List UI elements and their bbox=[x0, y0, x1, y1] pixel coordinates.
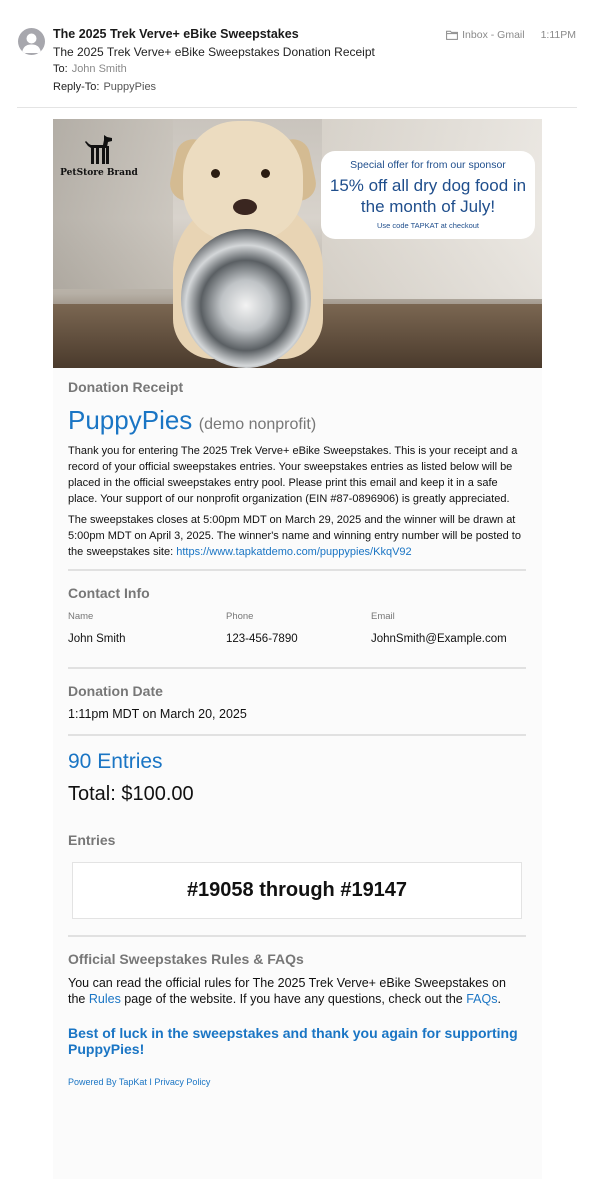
person-icon bbox=[18, 28, 45, 55]
receipt-intro-paragraph: Thank you for entering The 2025 Trek Verve+ eBike Sweepstakes. This is your receipt and a record of your official sweepstakes entries. Your sweepstakes entries as listed below will be placed in the official sweepstakes entry pool. Please print this email and keep it in a safe place. Your support of our nonprofit organization (EIN #87-0896906) is greatly appreciated. bbox=[68, 445, 518, 505]
reply-to-line bbox=[53, 81, 156, 93]
to-line bbox=[53, 63, 127, 75]
email-time: 1:11PM bbox=[540, 29, 576, 41]
receipt-content bbox=[68, 368, 526, 1087]
sweepstakes-site-link[interactable]: https://www.tapkatdemo.com/puppypies/KkqV92 bbox=[176, 546, 412, 558]
closing-text: The sweepstakes closes at 5:00pm MDT on March 29, 2025 and the winner will be drawn at 5:00pm MDT on April 3, 2025. The winner's name and winning entry number will be posted to the sweepstakes site: bbox=[68, 514, 521, 558]
faqs-link[interactable]: FAQs bbox=[466, 992, 498, 1006]
donation-date-value: 1:11pm MDT on March 20, 2025 bbox=[68, 707, 247, 721]
mailbox-label[interactable]: Inbox - Gmail bbox=[462, 29, 525, 41]
dog-eye-right bbox=[261, 169, 270, 178]
dog-bowl bbox=[181, 229, 311, 368]
offer-code: Use code TAPKAT at checkout bbox=[377, 221, 479, 230]
to-label: To: bbox=[53, 63, 68, 75]
powered-by-link[interactable]: Powered By TapKat bbox=[68, 1077, 147, 1087]
dog-silhouette-icon bbox=[79, 133, 119, 167]
email-subject: The 2025 Trek Verve+ eBike Sweepstakes bbox=[53, 27, 299, 41]
footer-separator: I bbox=[146, 1077, 155, 1087]
donation-receipt-label: Donation Receipt bbox=[68, 379, 184, 395]
closing-message: Best of luck in the sweepstakes and thank you again for supporting PuppyPies! bbox=[68, 1025, 518, 1057]
rules-link[interactable]: Rules bbox=[88, 992, 121, 1006]
folder-icon bbox=[446, 30, 458, 40]
rules-heading: Official Sweepstakes Rules & FAQs bbox=[68, 951, 304, 967]
org-name: PuppyPies bbox=[68, 405, 193, 435]
footer-links bbox=[68, 1077, 526, 1087]
reply-to-value[interactable]: PuppyPies bbox=[103, 81, 157, 93]
sponsor-brand-name: PetStore Brand bbox=[60, 168, 138, 178]
name-value: John Smith bbox=[68, 633, 126, 645]
entries-range-box bbox=[72, 862, 522, 919]
to-value[interactable]: John Smith bbox=[71, 63, 127, 75]
rules-paragraph bbox=[68, 975, 526, 1007]
donation-date-heading: Donation Date bbox=[68, 683, 163, 699]
rules-text-mid: page of the website. If you have any questions, check out the bbox=[120, 992, 467, 1006]
dog-nose bbox=[233, 199, 257, 215]
dog-eye-left bbox=[211, 169, 220, 178]
entries-count: 90 Entries bbox=[68, 750, 163, 773]
rules-text-post: . bbox=[497, 992, 501, 1006]
donation-total: Total: $100.00 bbox=[68, 783, 194, 805]
privacy-policy-link[interactable]: Privacy Policy bbox=[154, 1077, 211, 1087]
sponsor-brand-logo bbox=[59, 133, 139, 178]
header-divider bbox=[17, 107, 577, 108]
offer-intro: Special offer for from our sponsor bbox=[350, 159, 506, 171]
email-meta bbox=[446, 29, 576, 41]
entries-heading: Entries bbox=[68, 832, 116, 848]
email-subline: The 2025 Trek Verve+ eBike Sweepstakes Donation Receipt bbox=[53, 45, 375, 59]
offer-headline: 15% off all dry dog food in the month of July! bbox=[329, 176, 527, 216]
contact-info-heading: Contact Info bbox=[68, 585, 150, 601]
dog-head bbox=[183, 121, 303, 241]
contact-info-grid bbox=[68, 611, 526, 665]
name-label: Name bbox=[68, 611, 94, 622]
reply-to-label: Reply-To: bbox=[53, 81, 100, 93]
email-body-card bbox=[53, 119, 542, 1179]
phone-value: 123-456-7890 bbox=[226, 633, 298, 645]
receipt-closing-paragraph bbox=[68, 512, 526, 560]
rules-text-pre: You can read the official rules for The 2025 Trek Verve+ eBike Sweepstakes on the bbox=[68, 976, 506, 1006]
hero-banner bbox=[53, 119, 542, 368]
email-value: JohnSmith@Example.com bbox=[371, 633, 507, 645]
email-label: Email bbox=[371, 611, 395, 622]
sponsor-offer-box bbox=[321, 151, 535, 239]
email-header bbox=[0, 0, 600, 108]
phone-label: Phone bbox=[226, 611, 254, 622]
entries-range: #19058 through #19147 bbox=[186, 879, 408, 901]
org-subtitle: (demo nonprofit) bbox=[198, 416, 317, 433]
org-title bbox=[68, 405, 526, 436]
